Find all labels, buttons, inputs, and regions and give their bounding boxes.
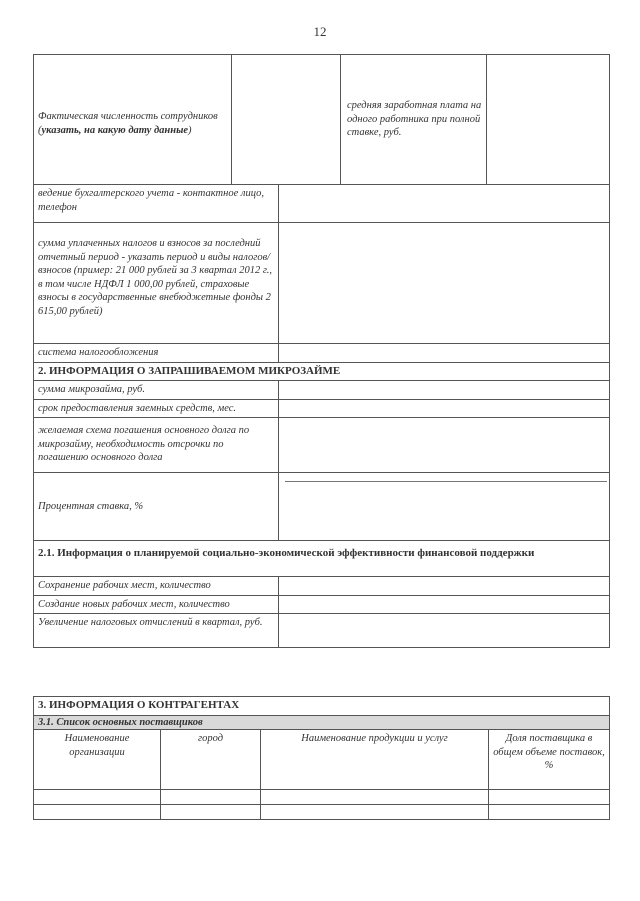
col-products: Наименование продукции и услуг [261,730,489,790]
avg-salary-label: средняя заработная плата на одного работника при полной ставке, руб. [341,55,487,185]
section3-subtitle: 3.1. Список основных поставщиков [34,715,610,730]
loan-amount-row [34,381,610,400]
jobs-new-label: Создание новых рабочих мест, количество [34,595,279,614]
page-number: 12 [313,24,327,39]
actual-staff-note: указать, на какую дату данные [41,124,189,136]
loan-term-value[interactable] [279,399,610,418]
supplier-cell[interactable] [34,805,161,820]
avg-salary-value[interactable] [487,55,610,185]
loan-amount-value[interactable] [279,381,610,400]
interest-rate-row [34,473,610,541]
accounting-row [34,185,610,223]
tax-system-label: система налогообложения [34,344,279,363]
loan-amount-label: сумма микрозайма, руб. [34,381,279,400]
col-org-name: Наименование организации [34,730,161,790]
supplier-cell[interactable] [161,790,261,805]
supplier-row [34,790,610,805]
section3-subheader-row [34,715,610,730]
repayment-row [34,418,610,473]
interest-rate-value[interactable] [279,473,610,541]
col-supplier-share: Доля поставщика в общем объеме поставок, % [489,730,610,790]
supplier-cell[interactable] [489,790,610,805]
repayment-scheme-label: желаемая схема погашения основного долга по микрозайму, необходимость отсрочки по погашению основного долга [34,418,279,473]
interest-rate-label: Процентная ставка, % [34,473,279,541]
accounting-value[interactable] [279,185,610,223]
supplier-row [34,805,610,820]
taxes-paid-label: сумма уплаченных налогов и взносов за последний отчетный период - указать период и виды налогов/взносов (пример: 21 000 рублей за 3 квартал 2012 г., в том числе НДФЛ 1 000,00 рублей, страховые взносы в государственные внебюджетные фонды 2 615,00 рублей) [34,223,279,344]
supplier-cell[interactable] [261,805,489,820]
suppliers-columns-row [34,730,610,790]
staff-row [34,55,610,185]
loan-term-row [34,399,610,418]
section2-title: 2. ИНФОРМАЦИЯ О ЗАПРАШИВАЕМОМ МИКРОЗАЙМЕ [34,362,610,381]
tax-increase-label: Увеличение налоговых отчислений в квартал, руб. [34,614,279,648]
repayment-scheme-value[interactable] [279,418,610,473]
taxes-paid-value[interactable] [279,223,610,344]
loan-term-label: срок предоставления заемных средств, мес. [34,399,279,418]
supplier-cell[interactable] [489,805,610,820]
tax-increase-row [34,614,610,648]
interest-rate-divider [285,481,607,482]
applicant-info-table [33,54,610,648]
taxes-row [34,223,610,344]
tax-system-row [34,344,610,363]
supplier-cell[interactable] [261,790,489,805]
supplier-cell[interactable] [34,790,161,805]
section21-title: 2.1. Информация о планируемой социально-экономической эффективности финансовой поддержки [34,541,610,577]
section3-header-row [34,697,610,716]
jobs-new-value[interactable] [279,595,610,614]
col-city: город [161,730,261,790]
jobs-kept-row [34,577,610,596]
jobs-new-row [34,595,610,614]
section2-header-row [34,362,610,381]
actual-staff-label: Фактическая численность сотрудников (указать, на какую дату данные) [34,55,232,185]
section21-header-row [34,541,610,577]
counterparties-table [33,696,610,820]
tax-increase-value[interactable] [279,614,610,648]
jobs-kept-value[interactable] [279,577,610,596]
section3-title: 3. ИНФОРМАЦИЯ О КОНТРАГЕНТАХ [34,697,610,716]
jobs-kept-label: Сохранение рабочих мест, количество [34,577,279,596]
supplier-cell[interactable] [161,805,261,820]
actual-staff-value[interactable] [232,55,341,185]
accounting-label: ведение бухгалтерского учета - контактное лицо, телефон [34,185,279,223]
tax-system-value[interactable] [279,344,610,363]
